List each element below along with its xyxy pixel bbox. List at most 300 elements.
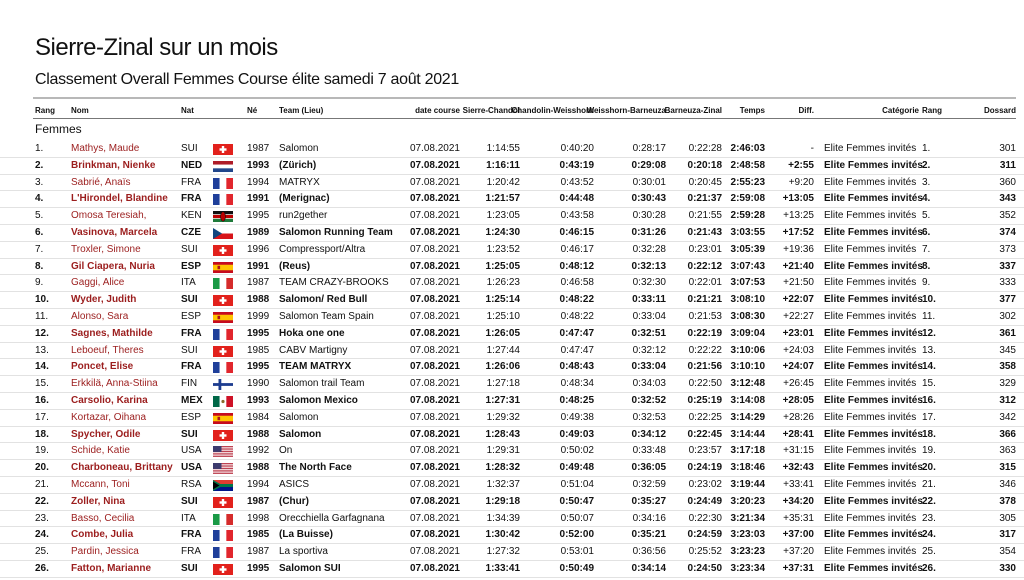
- cell-name: Poncet, Elise: [71, 361, 134, 373]
- cell-team: MATRYX: [279, 176, 320, 188]
- cell-chandolin-weisshorn: 0:46:17: [560, 243, 594, 255]
- cell-rank: 13.: [35, 344, 49, 356]
- cell-diff: +17:52: [782, 226, 814, 238]
- cell-category-rank: 4.: [922, 193, 931, 205]
- cell-sierre-chandolin: 1:27:18: [486, 378, 520, 390]
- cell-weisshorn-barneuza: 0:32:59: [632, 478, 666, 490]
- cell-category: Elite Femmes invités: [824, 193, 923, 205]
- cell-nat: ITA: [181, 512, 196, 524]
- cell-barneuza-zinal: 0:22:50: [688, 378, 722, 390]
- cell-rank: 18.: [35, 428, 49, 440]
- cell-diff: +22:07: [782, 294, 814, 306]
- cell-category-rank: 16.: [922, 394, 936, 406]
- cell-rank: 9.: [35, 277, 44, 289]
- cell-rank: 16.: [35, 394, 49, 406]
- cell-category-rank: 14.: [922, 361, 936, 373]
- cell-category-rank: 12.: [922, 327, 936, 339]
- flag-icon: [213, 514, 233, 525]
- cell-diff: +21:50: [783, 277, 814, 289]
- cell-category-rank: 26.: [922, 562, 936, 574]
- cell-diff: +19:36: [783, 243, 814, 255]
- table-row: [0, 544, 1024, 561]
- cell-barneuza-zinal: 0:21:55: [688, 210, 722, 222]
- cell-born: 1999: [247, 310, 270, 322]
- cell-weisshorn-barneuza: 0:32:28: [632, 243, 666, 255]
- cell-bib: 361: [999, 327, 1016, 339]
- cell-born: 1991: [247, 193, 270, 205]
- cell-chandolin-weisshorn: 0:40:20: [560, 143, 594, 154]
- cell-sierre-chandolin: 1:26:05: [485, 327, 520, 339]
- cell-rank: 7.: [35, 243, 44, 255]
- cell-born: 1993: [247, 394, 270, 406]
- cell-weisshorn-barneuza: 0:35:21: [631, 529, 666, 541]
- cell-date: 07.08.2021: [409, 243, 460, 255]
- cell-chandolin-weisshorn: 0:49:38: [560, 411, 594, 423]
- cell-category: Elite Femmes invités: [824, 294, 923, 306]
- table-row: [0, 343, 1024, 360]
- cell-nat: FRA: [181, 176, 201, 188]
- cell-chandolin-weisshorn: 0:50:47: [559, 495, 594, 507]
- cell-chandolin-weisshorn: 0:47:47: [560, 344, 594, 356]
- cell-bib: 315: [999, 462, 1016, 474]
- cell-rank: 17.: [35, 411, 49, 423]
- cell-rank: 19.: [35, 445, 49, 457]
- cell-barneuza-zinal: 0:22:28: [688, 143, 722, 154]
- cell-born: 1994: [247, 176, 270, 188]
- cell-rank: 11.: [35, 310, 49, 322]
- cell-nat: RSA: [181, 478, 202, 490]
- table-row: [0, 460, 1024, 477]
- flag-icon: [213, 245, 233, 256]
- cell-diff: +22:27: [783, 310, 814, 322]
- cell-chandolin-weisshorn: 0:46:15: [559, 226, 594, 238]
- cell-born: 1988: [247, 462, 270, 474]
- cell-team: Compressport/Altra: [279, 243, 366, 255]
- flag-icon: [213, 413, 233, 424]
- cell-name: Alonso, Sara: [71, 310, 129, 322]
- cell-date: 07.08.2021: [409, 378, 460, 390]
- cell-time: 2:59:08: [730, 193, 765, 205]
- cell-team: Salomon: [279, 411, 319, 423]
- cell-name: Leboeuf, Theres: [71, 344, 144, 356]
- cell-weisshorn-barneuza: 0:32:13: [631, 260, 666, 272]
- cell-name: Gaggi, Alice: [71, 277, 125, 289]
- cell-team: (Reus): [279, 260, 311, 272]
- cell-category-rank: 24.: [922, 529, 936, 541]
- cell-weisshorn-barneuza: 0:30:01: [632, 176, 666, 188]
- cell-date: 07.08.2021: [409, 428, 460, 440]
- cell-time: 3:12:48: [730, 378, 765, 390]
- cell-nat: ESP: [181, 260, 202, 272]
- cell-rank: 1.: [35, 143, 44, 154]
- table-row: [0, 259, 1024, 276]
- cell-barneuza-zinal: 0:20:45: [688, 176, 722, 188]
- table-row: [0, 275, 1024, 292]
- cell-diff: +9:20: [788, 176, 814, 188]
- cell-barneuza-zinal: 0:22:12: [687, 260, 722, 272]
- cell-category-rank: 25.: [922, 546, 936, 558]
- cell-chandolin-weisshorn: 0:47:47: [559, 327, 594, 339]
- cell-rank: 23.: [35, 512, 49, 524]
- cell-born: 1987: [247, 277, 270, 289]
- cell-weisshorn-barneuza: 0:34:16: [632, 512, 666, 524]
- cell-time: 3:23:23: [730, 546, 765, 558]
- cell-barneuza-zinal: 0:24:49: [687, 495, 722, 507]
- cell-barneuza-zinal: 0:24:19: [687, 462, 722, 474]
- cell-team: Salomon: [279, 428, 322, 440]
- cell-barneuza-zinal: 0:23:57: [688, 445, 722, 457]
- cell-category: Elite Femmes invités: [824, 310, 917, 322]
- cell-weisshorn-barneuza: 0:32:30: [632, 277, 666, 289]
- table-row: [0, 494, 1024, 511]
- cell-time: 3:14:44: [730, 428, 765, 440]
- table-header: [0, 106, 1024, 118]
- cell-nat: FRA: [181, 193, 202, 205]
- table-row: [0, 427, 1024, 444]
- cell-nat: NED: [181, 159, 203, 171]
- cell-born: 1990: [247, 378, 270, 390]
- cell-bib: 333: [999, 277, 1016, 289]
- cell-chandolin-weisshorn: 0:46:58: [560, 277, 594, 289]
- flag-icon: [213, 161, 233, 172]
- cell-weisshorn-barneuza: 0:34:12: [631, 428, 666, 440]
- cell-time: 3:03:55: [730, 226, 765, 238]
- cell-sierre-chandolin: 1:20:42: [486, 176, 520, 188]
- header-rang: Rang: [35, 106, 55, 115]
- cell-sierre-chandolin: 1:27:32: [486, 546, 520, 558]
- table-row: [0, 511, 1024, 528]
- cell-time: 3:23:03: [730, 529, 765, 541]
- cell-date: 07.08.2021: [409, 512, 460, 524]
- cell-sierre-chandolin: 1:16:11: [486, 159, 520, 171]
- cell-category: Elite Femmes invités: [824, 226, 923, 238]
- table-row: [0, 326, 1024, 343]
- cell-sierre-chandolin: 1:25:10: [486, 310, 520, 322]
- cell-rank: 14.: [35, 361, 49, 373]
- cell-time: 3:14:08: [730, 394, 765, 406]
- flag-icon: [213, 329, 233, 340]
- cell-category-rank: 1.: [922, 143, 931, 154]
- table-row: [0, 527, 1024, 544]
- flag-icon: [213, 446, 233, 457]
- cell-weisshorn-barneuza: 0:29:08: [631, 159, 666, 171]
- cell-time: 3:23:34: [730, 562, 765, 574]
- flag-icon: [213, 346, 233, 357]
- flag-icon: [213, 211, 233, 222]
- cell-born: 1995: [247, 562, 270, 574]
- cell-category-rank: 10.: [922, 294, 936, 306]
- cell-category: Elite Femmes invités: [824, 478, 917, 490]
- cell-nat: ESP: [181, 310, 202, 322]
- header-rang2: Rang: [922, 106, 942, 115]
- cell-diff: +35:31: [783, 512, 814, 524]
- cell-team: Salomon/ Red Bull: [279, 294, 368, 306]
- cell-rank: 2.: [35, 159, 44, 171]
- table-row: [0, 477, 1024, 494]
- cell-sierre-chandolin: 1:21:57: [485, 193, 520, 205]
- cell-name: Schide, Katie: [71, 445, 130, 457]
- cell-date: 07.08.2021: [409, 546, 460, 558]
- cell-nat: FRA: [181, 529, 202, 541]
- cell-category: Elite Femmes invités: [824, 159, 923, 171]
- cell-date: 07.08.2021: [409, 478, 460, 490]
- cell-category: Elite Femmes invités: [824, 462, 923, 474]
- cell-born: 1991: [247, 260, 270, 272]
- cell-rank: 8.: [35, 260, 44, 272]
- cell-sierre-chandolin: 1:29:18: [485, 495, 520, 507]
- cell-category: Elite Femmes invités: [824, 143, 917, 154]
- cell-rank: 4.: [35, 193, 44, 205]
- cell-sierre-chandolin: 1:30:42: [485, 529, 520, 541]
- cell-name: Wyder, Judith: [71, 294, 137, 306]
- cell-name: Sabrié, Anaïs: [71, 176, 131, 188]
- table-row: [0, 141, 1024, 158]
- cell-diff: +37:31: [782, 562, 814, 574]
- cell-name: Zoller, Nina: [71, 495, 125, 507]
- cell-bib: 337: [999, 260, 1016, 272]
- header-dossard: Dossard: [983, 106, 1016, 115]
- cell-weisshorn-barneuza: 0:32:52: [631, 394, 666, 406]
- cell-name: Charboneau, Brittany: [71, 462, 173, 474]
- cell-sierre-chandolin: 1:23:05: [486, 210, 520, 222]
- header-barneuza: Barneuza-Zinal: [664, 106, 722, 115]
- cell-barneuza-zinal: 0:22:25: [688, 411, 722, 423]
- cell-category: Elite Femmes invités: [824, 495, 923, 507]
- cell-diff: +31:15: [783, 445, 814, 457]
- cell-rank: 26.: [35, 562, 49, 574]
- cell-diff: +34:20: [782, 495, 814, 507]
- cell-rank: 3.: [35, 176, 44, 188]
- cell-date: 07.08.2021: [409, 361, 460, 373]
- cell-time: 3:07:43: [730, 260, 765, 272]
- flag-icon: [213, 430, 233, 441]
- cell-category: Elite Femmes invités: [824, 344, 917, 356]
- cell-born: 1987: [247, 495, 270, 507]
- cell-team: (Zürich): [279, 159, 317, 171]
- cell-date: 07.08.2021: [409, 143, 460, 154]
- cell-time: 3:08:30: [730, 310, 765, 322]
- cell-weisshorn-barneuza: 0:32:51: [631, 327, 666, 339]
- cell-time: 3:17:18: [730, 445, 765, 457]
- cell-category: Elite Femmes invités: [824, 277, 917, 289]
- cell-sierre-chandolin: 1:24:30: [485, 226, 520, 238]
- cell-diff: +26:45: [783, 378, 814, 390]
- results-table: [0, 141, 1024, 578]
- cell-category-rank: 22.: [922, 495, 936, 507]
- flag-icon: [213, 178, 233, 189]
- cell-name: Kortazar, Oihana: [71, 411, 147, 423]
- cell-diff: +21:40: [782, 260, 814, 272]
- cell-barneuza-zinal: 0:22:19: [687, 327, 722, 339]
- flag-icon: [213, 396, 233, 407]
- cell-sierre-chandolin: 1:27:31: [485, 394, 520, 406]
- table-row: [0, 175, 1024, 192]
- cell-team: Salomon trail Team: [279, 378, 365, 390]
- cell-bib: 377: [999, 294, 1016, 306]
- table-row: [0, 292, 1024, 309]
- table-row: [0, 359, 1024, 376]
- cell-name: Sagnes, Mathilde: [71, 327, 153, 339]
- cell-category-rank: 2.: [922, 159, 931, 171]
- cell-time: 3:20:23: [730, 495, 765, 507]
- section-label: Femmes: [35, 122, 82, 136]
- cell-date: 07.08.2021: [409, 260, 460, 272]
- cell-time: 2:46:03: [730, 143, 765, 154]
- cell-sierre-chandolin: 1:26:06: [485, 361, 520, 373]
- cell-name: Basso, Cecilia: [71, 512, 135, 524]
- cell-sierre-chandolin: 1:28:43: [485, 428, 520, 440]
- cell-nat: ITA: [181, 277, 196, 289]
- cell-barneuza-zinal: 0:25:52: [688, 546, 722, 558]
- cell-barneuza-zinal: 0:22:22: [688, 344, 722, 356]
- cell-team: La sportiva: [279, 546, 328, 558]
- cell-category-rank: 23.: [922, 512, 936, 524]
- cell-category-rank: 11.: [922, 310, 936, 322]
- cell-rank: 25.: [35, 546, 49, 558]
- cell-born: 1985: [247, 344, 270, 356]
- cell-born: 1984: [247, 411, 270, 423]
- cell-category-rank: 3.: [922, 176, 931, 188]
- cell-diff: +13:25: [783, 210, 814, 222]
- cell-date: 07.08.2021: [409, 159, 460, 171]
- cell-team: Orecchiella Garfagnana: [279, 512, 385, 524]
- cell-weisshorn-barneuza: 0:36:05: [631, 462, 666, 474]
- cell-barneuza-zinal: 0:24:59: [687, 529, 722, 541]
- cell-nat: FRA: [181, 546, 201, 558]
- cell-date: 07.08.2021: [409, 176, 460, 188]
- cell-date: 07.08.2021: [409, 529, 460, 541]
- cell-rank: 20.: [35, 462, 49, 474]
- cell-date: 07.08.2021: [409, 277, 460, 289]
- flag-icon: [213, 530, 233, 541]
- cell-time: 3:10:10: [730, 361, 765, 373]
- cell-nat: SUI: [181, 428, 198, 440]
- cell-diff: +24:07: [782, 361, 814, 373]
- cell-category-rank: 18.: [922, 428, 936, 440]
- table-row: [0, 208, 1024, 225]
- cell-bib: 363: [999, 445, 1016, 457]
- cell-time: 3:09:04: [730, 327, 765, 339]
- cell-chandolin-weisshorn: 0:48:34: [560, 378, 594, 390]
- cell-born: 1985: [247, 529, 270, 541]
- cell-time: 3:19:44: [730, 478, 765, 490]
- cell-nat: SUI: [181, 495, 198, 507]
- cell-bib: 343: [999, 193, 1016, 205]
- cell-nat: CZE: [181, 226, 201, 238]
- cell-name: Pardin, Jessica: [71, 546, 139, 558]
- cell-chandolin-weisshorn: 0:50:07: [560, 512, 594, 524]
- cell-category-rank: 19.: [922, 445, 936, 457]
- cell-time: 3:21:34: [730, 512, 765, 524]
- cell-nat: ESP: [181, 411, 202, 423]
- cell-diff: -: [810, 143, 814, 154]
- cell-chandolin-weisshorn: 0:51:04: [560, 478, 594, 490]
- cell-date: 07.08.2021: [409, 210, 460, 222]
- cell-bib: 302: [999, 310, 1016, 322]
- cell-date: 07.08.2021: [409, 294, 460, 306]
- cell-name: Mccann, Toni: [71, 478, 130, 490]
- cell-rank: 10.: [35, 294, 49, 306]
- cell-sierre-chandolin: 1:25:05: [485, 260, 520, 272]
- cell-rank: 5.: [35, 210, 44, 222]
- cell-weisshorn-barneuza: 0:32:53: [632, 411, 666, 423]
- cell-name: Troxler, Simone: [71, 243, 141, 255]
- cell-nat: KEN: [181, 210, 202, 222]
- header-sierre: Sierre-Chandol: [462, 106, 520, 115]
- cell-bib: 346: [999, 478, 1016, 490]
- table-row: [0, 242, 1024, 259]
- page-title: Sierre-Zinal sur un mois: [35, 34, 278, 61]
- cell-date: 07.08.2021: [409, 495, 460, 507]
- cell-born: 1998: [247, 512, 270, 524]
- cell-barneuza-zinal: 0:21:21: [687, 294, 722, 306]
- cell-sierre-chandolin: 1:28:32: [485, 462, 520, 474]
- cell-category: Elite Femmes invités: [824, 428, 923, 440]
- cell-sierre-chandolin: 1:26:23: [486, 277, 520, 289]
- cell-category: Elite Femmes invités: [824, 176, 917, 188]
- cell-name: Mathys, Maude: [71, 143, 140, 154]
- cell-rank: 21.: [35, 478, 49, 490]
- cell-name: Brinkman, Nienke: [71, 159, 156, 171]
- cell-born: 1995: [247, 361, 270, 373]
- cell-barneuza-zinal: 0:22:45: [687, 428, 722, 440]
- cell-sierre-chandolin: 1:14:55: [486, 143, 520, 154]
- cell-nat: FIN: [181, 378, 198, 390]
- cell-born: 1988: [247, 294, 270, 306]
- flag-icon: [213, 228, 233, 239]
- cell-category: Elite Femmes invités: [824, 361, 923, 373]
- cell-chandolin-weisshorn: 0:48:43: [559, 361, 594, 373]
- table-row: [0, 225, 1024, 242]
- cell-name: L'Hirondel, Blandine: [71, 193, 168, 205]
- cell-date: 07.08.2021: [409, 462, 460, 474]
- cell-weisshorn-barneuza: 0:33:11: [632, 294, 666, 306]
- header-nom: Nom: [71, 106, 89, 115]
- cell-category-rank: 5.: [922, 210, 931, 222]
- cell-date: 07.08.2021: [409, 344, 460, 356]
- cell-diff: +37:00: [782, 529, 814, 541]
- header-divider: [33, 118, 1016, 119]
- cell-category: Elite Femmes invités: [824, 512, 917, 524]
- cell-time: 3:05:39: [730, 243, 765, 255]
- cell-bib: 305: [999, 512, 1016, 524]
- cell-date: 07.08.2021: [409, 310, 460, 322]
- cell-chandolin-weisshorn: 0:48:12: [559, 260, 594, 272]
- cell-team: TEAM MATRYX: [279, 361, 352, 373]
- cell-date: 07.08.2021: [409, 445, 460, 457]
- cell-category: Elite Femmes invités: [824, 445, 917, 457]
- cell-barneuza-zinal: 0:21:43: [687, 226, 722, 238]
- cell-bib: 301: [999, 143, 1016, 154]
- cell-barneuza-zinal: 0:25:19: [687, 394, 722, 406]
- cell-nat: SUI: [181, 143, 198, 154]
- cell-date: 07.08.2021: [409, 193, 460, 205]
- cell-weisshorn-barneuza: 0:35:27: [631, 495, 666, 507]
- cell-name: Spycher, Odile: [71, 428, 141, 440]
- cell-nat: FRA: [181, 327, 202, 339]
- cell-weisshorn-barneuza: 0:31:26: [631, 226, 666, 238]
- cell-nat: MEX: [181, 394, 203, 406]
- table-row: [0, 158, 1024, 175]
- cell-category-rank: 21.: [922, 478, 936, 490]
- flag-icon: [213, 262, 233, 273]
- table-row: [0, 561, 1024, 578]
- cell-chandolin-weisshorn: 0:44:48: [559, 193, 594, 205]
- cell-chandolin-weisshorn: 0:53:01: [560, 546, 594, 558]
- cell-team: (Chur): [279, 495, 309, 507]
- flag-icon: [213, 312, 233, 323]
- cell-diff: +13:05: [782, 193, 814, 205]
